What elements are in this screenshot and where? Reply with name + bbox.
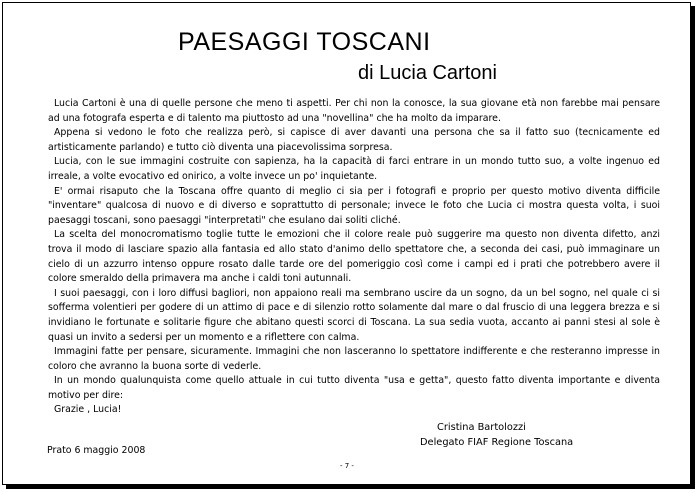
paragraph: Lucia, con le sue immagini costruite con sapienza, ha la capacità di farci entrare in un mondo tutto suo, a volte ingenuo ed irreale, a volte evocativo ed onirico, a volte invece un po' inquietante. [48, 156, 660, 182]
page-shadow-bottom [6, 485, 695, 489]
paragraph: In un mondo qualunquista come quello attuale in cui tutto diventa "usa e getta", questo fatto diventa importante e diventa motivo per dire: [48, 375, 660, 401]
paragraph: Appena si vedono le foto che realizza però, si capisce di aver davanti una persona che sa il fatto suo (tecnicamente ed artisticamente parlando) e tutto ciò diventa una piacevolissima sorpresa. [48, 127, 660, 153]
page-shadow-right [691, 6, 695, 489]
paragraph: La scelta del monocromatismo toglie tutte le emozioni che il colore reale può suggerire ma questo non diventa difetto, anzi trova il modo di lasciare spazio alla fantasia ed allo stato d'animo dello spettatore che, a seconda dei casi, può immaginare un cielo di un azzurro intenso oppure rosato dalle tarde ore del pomeriggio così come i campi ed i prati che potrebbero avere il colore smeraldo della primavera ma anche i caldi toni autunnali. [48, 229, 660, 285]
signature-role: Delegato FIAF Regione Toscana [420, 437, 574, 448]
signature-name: Cristina Bartolozzi [437, 422, 526, 433]
paragraph: Lucia Cartoni è una di quelle persone che meno ti aspetti. Per chi non la conosce, la sua giovane età non farebbe mai pensare ad una fotografa esperta e di talento ma piuttosto ad una "novellina" che ha molto da imparare. [48, 98, 660, 124]
paragraph: Immagini fatte per pensare, sicuramente. Immagini che non lasceranno lo spettatore indifferente e che resteranno impresse in coloro che avranno la buona sorte di vederle. [48, 346, 660, 372]
page-number: - 7 - [340, 462, 354, 470]
document-title: PAESAGGI TOSCANI [178, 28, 431, 56]
document-subtitle: di Lucia Cartoni [358, 62, 497, 84]
article-body [48, 97, 660, 418]
document-date: Prato 6 maggio 2008 [47, 445, 146, 456]
paragraph: E' ormai risaputo che la Toscana offre quanto di meglio ci sia per i fotografi e proprio per questo motivo diventa difficile "inventare" qualcosa di nuovo e di diverso e soprattutto di personale; invece le foto che Lucia ci mostra questa volta, i suoi paesaggi toscani, sono paesaggi "interpretati" che esulano dai soliti cliché. [48, 185, 660, 226]
closing-line: Grazie , Lucia! [54, 404, 122, 416]
paragraph: I suoi paesaggi, con i loro diffusi bagliori, non appaiono reali ma sembrano uscire da un sogno, da un bel sogno, nel quale ci si sofferma volentieri per godere di un attimo di pace e di silenzio rotto solamente dal mare o dal fruscio di una leggera brezza e si invidiano le fortunate e solitarie figure che abitano questi scorci di Toscana. La sua sedia vuota, accanto ai panni stesi al sole è quasi un invito a sedersi per un momento e a riflettere con calma. [48, 287, 660, 343]
